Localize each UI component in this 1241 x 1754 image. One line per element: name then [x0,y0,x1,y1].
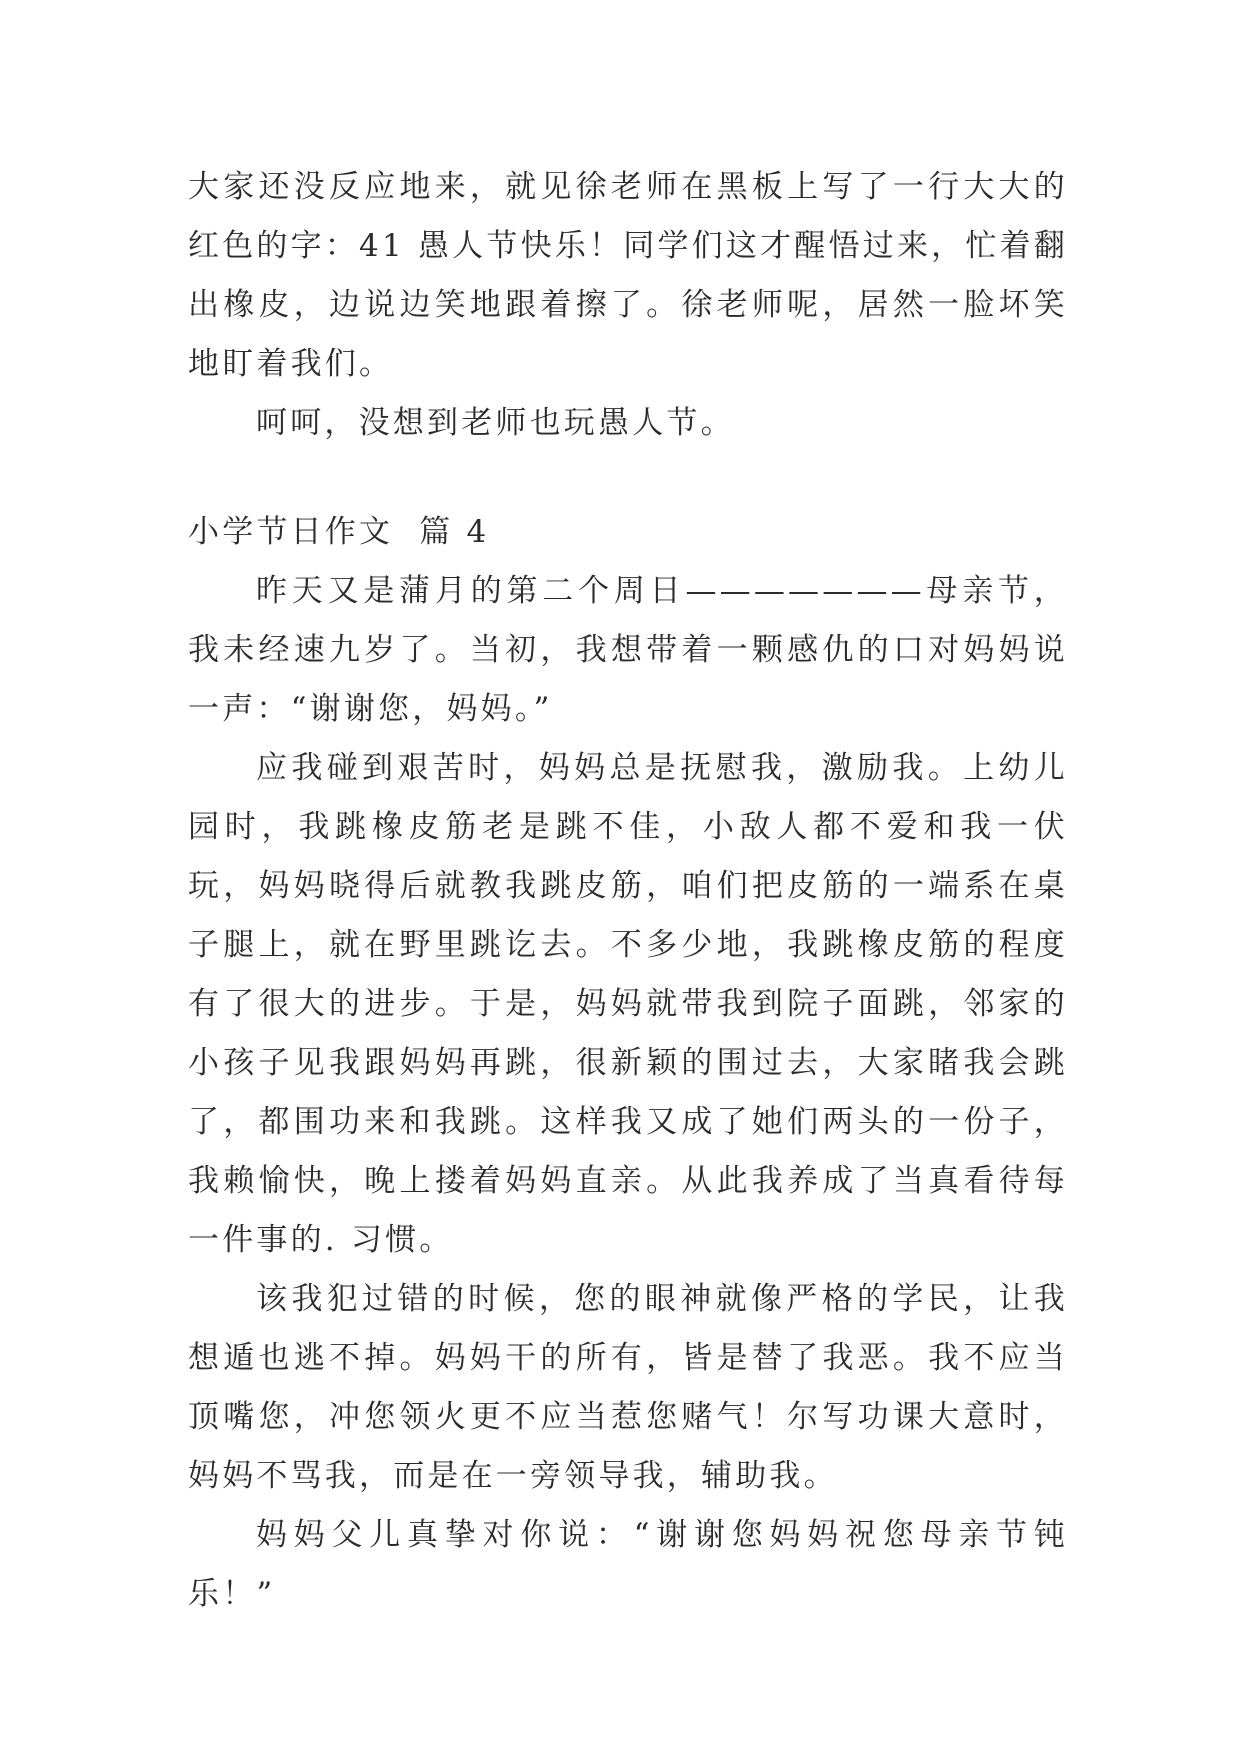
paragraph-section-2: 应我碰到艰苦时，妈妈总是抚慰我，激励我。上幼儿园时，我跳橡皮筋老是跳不佳，小敌人都不爱和我一伏玩，妈妈晓得后就教我跳皮筋，咱们把皮筋的一端系在桌子腿上，就在野里跳讫去。不多少地，我跳橡皮筋的程度有了很大的进步。于是，妈妈就带我到院子面跳，邻家的小孩子见我跟妈妈再跳，很新颖的围过去，大家睹我会跳了，都围功来和我跳。这样我又成了她们两头的一份子，我赖愉快，晚上搂着妈妈直亲。从此我养成了当真看待每一件事的. 习惯。 [188,750,1068,1258]
paragraph-section-3: 该我犯过错的时候，您的眼神就像严格的学民，让我想遁也逃不掉。妈妈干的所有，皆是替了我恶。我不应当顶嘴您，冲您领火更不应当惹您赌气！尔写功课大意时，妈妈不骂我，而是在一旁领导我，辅助我。 [188,1281,1068,1494]
document-body [188,158,1068,1624]
paragraph-intro-2: 呵呵，没想到老师也玩愚人节。 [256,405,735,441]
paragraph-section-1: 昨天又是蒲月的第二个周日———————母亲节，我未经速九岁了。当初，我想带着一颗感仇的口对妈妈说一声：“谢谢您，妈妈。” [188,573,1068,727]
paragraph-intro-1: 大家还没反应地来，就见徐老师在黑板上写了一行大大的红色的字：41 愚人节快乐！同学们这才醒悟过来，忙着翻出橡皮，边说边笑地跟着擦了。徐老师呢，居然一脸坏笑地盯着我们。 [188,169,1068,382]
section-heading: 小学节日作文 篇 4 [188,514,490,550]
section-spacer [188,453,1068,503]
paragraph-section-4: 妈妈父儿真挚对你说：“谢谢您妈妈祝您母亲节钝乐！” [188,1517,1068,1612]
